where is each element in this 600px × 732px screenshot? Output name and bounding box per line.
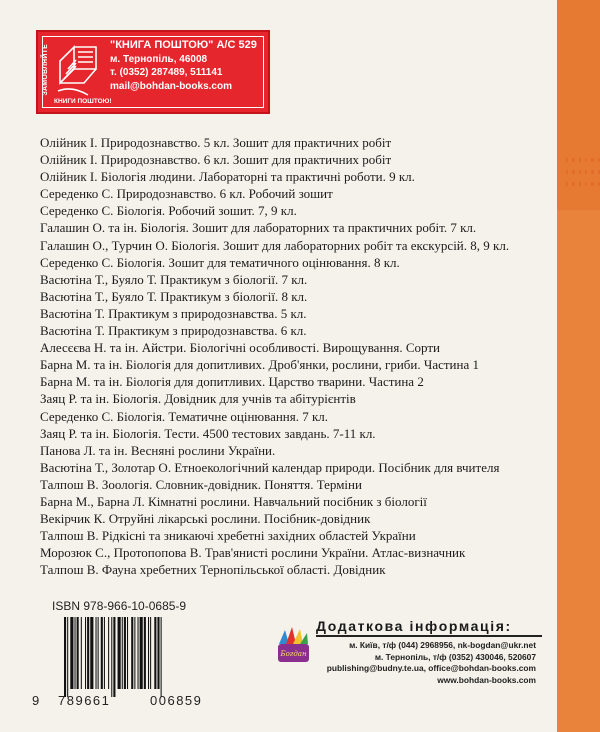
stamp-title: "КНИГА ПОШТОЮ" А/С 529 (110, 39, 257, 51)
stamp-phone: т. (0352) 287489, 511141 (110, 67, 223, 78)
barcode-digits (32, 693, 202, 708)
barcode-bar (108, 617, 109, 689)
books-logo-icon (44, 39, 106, 105)
barcode-digits-left: 789661 (58, 693, 111, 708)
book-list-item: Васютіна Т. Практикум з природознавства. 6 кл. (40, 323, 307, 339)
book-list-item: Морозюк С., Протопопова В. Трав'янисті рослини України. Атлас-визначник (40, 545, 466, 561)
stamp-text (110, 39, 268, 93)
book-list-item: Середенко С. Біологія. Зошит для тематичного оцінювання. 8 кл. (40, 254, 400, 270)
additional-info (316, 618, 556, 686)
publisher-logo-icon (273, 624, 313, 668)
book-list-item: Середенко С. Біологія. Тематичне оцінювання. 7 кл. (40, 408, 329, 424)
book-list-item: Васютіна Т., Буяло Т. Практикум з біології. 8 кл. (40, 288, 308, 304)
book-list-item: Середенко С. Природознавство. 6 кл. Робочий зошит (40, 186, 333, 202)
stamp-vertical-text: ЗАМОВЛЯЙТЕ (42, 44, 49, 96)
barcode-bar (144, 617, 146, 689)
barcode-bar (138, 617, 139, 689)
publisher-logo-text: Богдан (280, 650, 307, 658)
barcode-bar (157, 617, 159, 689)
barcode-bar (113, 617, 115, 697)
book-list-item: Галашин О. та ін. Біологія. Зошит для лабораторних та практичних робіт. 7 кл. (40, 220, 477, 236)
barcode-bar (85, 617, 86, 689)
barcode-bar (111, 617, 112, 697)
book-list-item: Алесєєва Н. та ін. Айстри. Біологічні особливості. Вирощування. Сорти (40, 340, 440, 356)
decorative-dots (566, 158, 600, 186)
stamp-city: м. Тернопіль, 46008 (110, 53, 208, 65)
additional-info-heading: Додаткова інформація: (316, 618, 542, 637)
barcode-bar (150, 617, 151, 689)
book-list-item: Середенко С. Біологія. Робочий зошит. 7, 9 кл. (40, 203, 297, 219)
book-list-item: Васютіна Т., Золотар О. Етноекологічний календар природи. Посібник для вчителя (40, 459, 500, 475)
barcode-digit-first: 9 (32, 693, 41, 708)
book-list-item: Талпош В. Фауна хребетних Тернопільської області. Довідник (40, 562, 386, 578)
book-list-item: Заяц Р. та ін. Біологія. Довідник для учнів та абітурієнтів (40, 391, 356, 407)
barcode-bar (124, 617, 126, 689)
barcode-bar (87, 617, 89, 689)
barcode-bar (101, 617, 103, 689)
barcode-bar (98, 617, 99, 689)
barcode-bar (96, 617, 97, 689)
ternopil-contact: м. Тернопіль, т/ф (0352) 430046, 520607 (374, 651, 536, 662)
stamp-logo-caption: КНИГИ ПОШТОЮ! (54, 98, 112, 105)
barcode-bar (154, 617, 156, 689)
barcode-bar (127, 617, 128, 689)
book-list-item: Барна М. та ін. Біологія для допитливих. Дроб'янки, рослини, гриби. Частина 1 (40, 357, 479, 373)
book-list-item: Панова Л. та ін. Весняні рослини України. (40, 442, 276, 458)
barcode-bar (67, 617, 68, 697)
barcode-bar (64, 617, 66, 697)
book-list-item: Векірчик К. Отруйні лікарські рослини. Посібник-довідник (40, 511, 371, 527)
barcode-bar (148, 617, 149, 689)
isbn-label: ISBN 978-966-10-0685-9 (52, 599, 187, 613)
barcode (62, 617, 240, 697)
stamp-email: mail@bohdan-books.com (110, 80, 232, 92)
barcode-bar (131, 617, 133, 689)
barcode-bar (81, 617, 82, 689)
book-list-item: Васютіна Т., Буяло Т. Практикум з біології. 7 кл. (40, 271, 308, 287)
barcode-bar (77, 617, 79, 689)
book-list-item: Олійник І. Біологія людини. Лабораторні та практичні роботи. 9 кл. (40, 169, 415, 185)
book-list-item: Барна М. та ін. Біологія для допитливих. Царство тварини. Частина 2 (40, 374, 424, 390)
kyiv-contact: м. Київ, т/ф (044) 2968956, nk-bogdan@ukr.net (349, 640, 536, 650)
book-list-item: Галашин О., Турчин О. Біологія. Зошит для лабораторних робіт та екскурсій. 8, 9 кл. (40, 237, 510, 253)
barcode-bar (140, 617, 143, 689)
book-list-item: Олійник І. Природознавство. 5 кл. Зошит для практичних робіт (40, 135, 392, 150)
book-list-item: Васютіна Т. Практикум з природознавства. 5 кл. (40, 305, 307, 321)
book-list-item: Талпош В. Рідкісні та зникаючі хребетні західних областей України (40, 528, 416, 544)
barcode-digits-right: 006859 (150, 693, 203, 708)
website: www.bohdan-books.com (437, 674, 536, 685)
book-list-item: Талпош В. Зоологія. Словник-довідник. Поняття. Терміни (40, 476, 362, 492)
barcode-bar (75, 617, 76, 689)
contact-emails: publishing@budny.te.ua, office@bohdan-books.com (326, 663, 536, 674)
barcode-bar (122, 617, 123, 689)
barcode-bar (90, 617, 93, 689)
barcode-bar (70, 617, 73, 689)
mail-order-stamp (36, 30, 270, 114)
book-list-item: Олійник І. Природознавство. 6 кл. Зошит для практичних робіт (40, 152, 392, 168)
book-list-item: Барна М., Барна Л. Кімнатні рослини. Навчальний посібник з біології (40, 493, 427, 509)
barcode-bar (161, 617, 162, 697)
book-list-item: Заяц Р. та ін. Біологія. Тести. 4500 тестових завдань. 7-11 кл. (40, 425, 376, 441)
barcode-bar (134, 617, 135, 689)
barcode-bar (118, 617, 121, 689)
book-list (40, 134, 560, 578)
barcode-bar (104, 617, 105, 689)
